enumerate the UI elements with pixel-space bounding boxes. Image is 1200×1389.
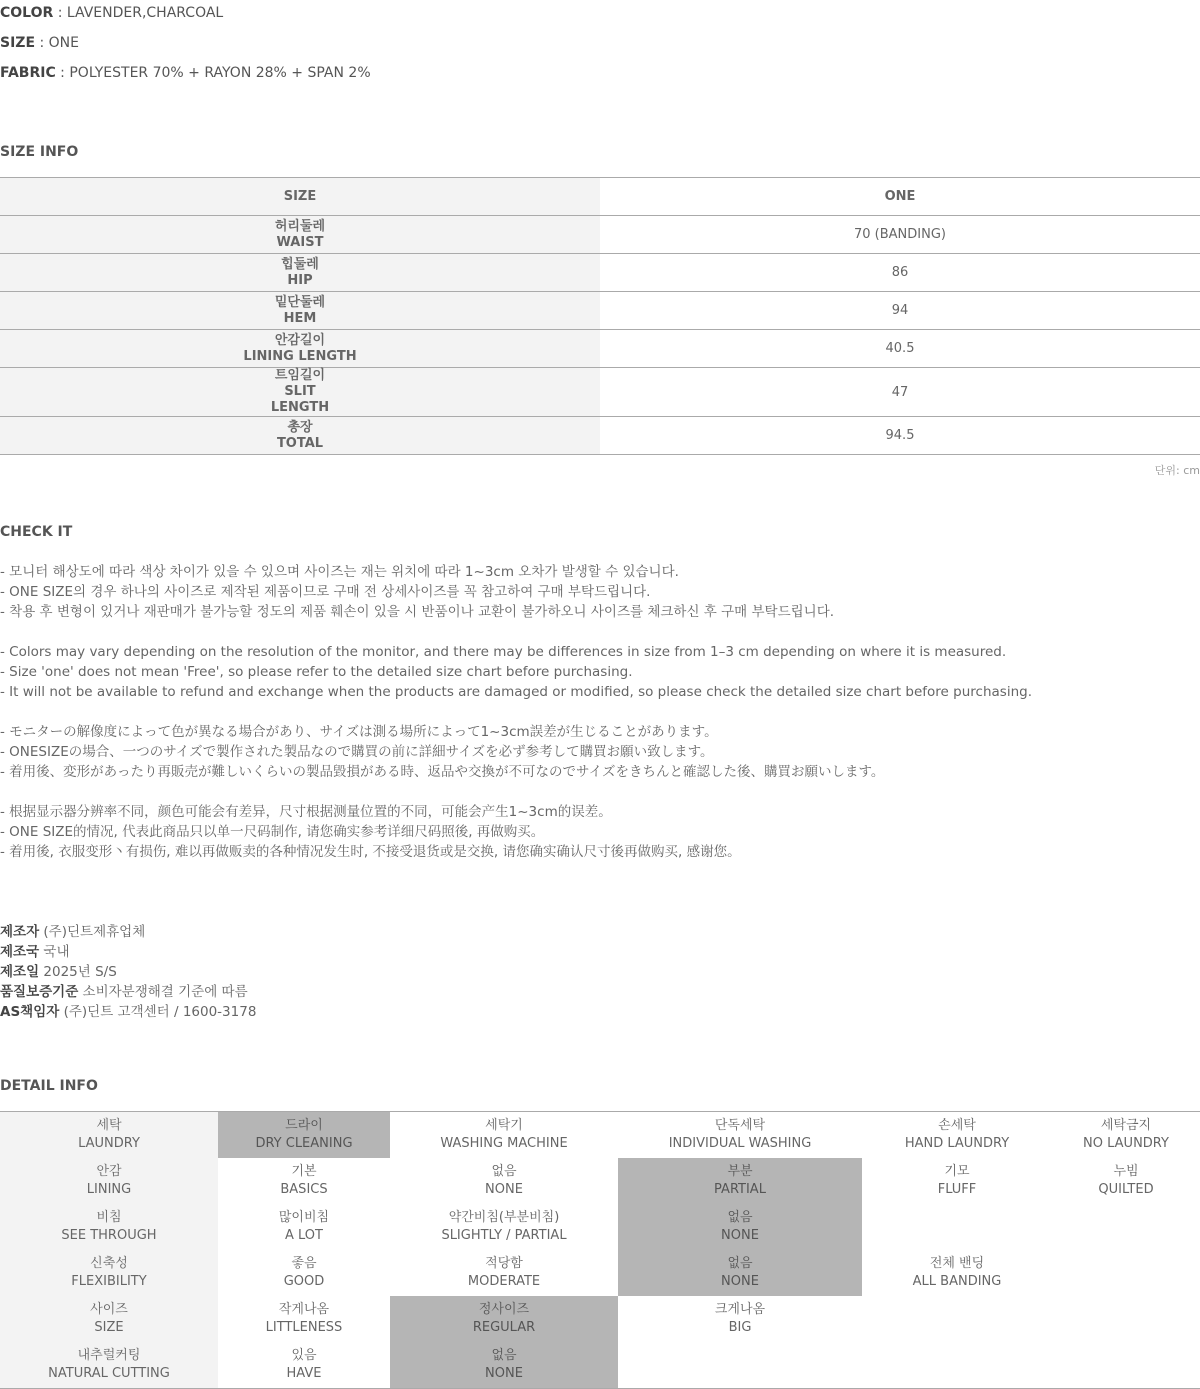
check-line: - It will not be available to refund and exchange when the products are damaged or modified, so please check the detailed size chart before purchasing.	[0, 684, 1032, 700]
detail-option	[390, 1204, 618, 1250]
check-line: - モニターの解像度によって色が異なる場合があり、サイズは測る場所によって1~3cm誤差が生じることがあります。	[0, 724, 718, 740]
detail-label-ko: 기본	[291, 1164, 317, 1179]
detail-option	[862, 1158, 1052, 1204]
maker-label: AS책임자	[0, 1004, 60, 1020]
detail-label-en: NATURAL CUTTING	[48, 1366, 170, 1381]
detail-option-selected	[618, 1204, 862, 1250]
detail-table	[0, 1111, 1200, 1389]
detail-option	[618, 1296, 862, 1342]
detail-label-en: NONE	[485, 1182, 523, 1197]
detail-label-en: WASHING MACHINE	[440, 1136, 568, 1151]
detail-option	[862, 1250, 1052, 1296]
detail-row-lining	[0, 1158, 1200, 1204]
detail-label-en: NONE	[485, 1366, 523, 1381]
detail-label-ko: 내추럴커팅	[77, 1348, 141, 1363]
size-row-label	[0, 330, 600, 367]
check-it-chinese	[0, 802, 741, 862]
detail-label-ko: 손세탁	[938, 1118, 976, 1133]
detail-row-label	[0, 1250, 218, 1296]
detail-label-en: BASICS	[280, 1182, 328, 1197]
check-line: - ONE SIZE의 경우 하나의 사이즈로 제작된 제품이므로 구매 전 상세사이즈를 꼭 참고하여 구매 부탁드립니다.	[0, 584, 651, 600]
detail-label-en: DRY CLEANING	[255, 1136, 353, 1151]
size-label-en2: LENGTH	[270, 400, 330, 415]
detail-option-selected	[618, 1250, 862, 1296]
detail-label-en: LAUNDRY	[78, 1136, 140, 1151]
detail-option	[390, 1250, 618, 1296]
spec-size	[0, 33, 79, 53]
detail-option-selected	[618, 1158, 862, 1204]
check-line: - 着用後、変形があったり再販売が難しいくらいの製品毀損がある時、返品や交換が不可なのでサイズをきちんと確認した後、購買お願いします。	[0, 764, 885, 780]
size-row-value: 40.5	[885, 341, 915, 356]
check-it-japanese	[0, 722, 884, 782]
size-label-ko: 힙둘레	[281, 256, 319, 272]
detail-label-ko: 크게나옴	[714, 1302, 766, 1317]
detail-option	[862, 1112, 1052, 1158]
size-label-en: WAIST	[276, 234, 324, 250]
maker-label: 제조자	[0, 924, 40, 940]
size-row-label	[0, 368, 600, 416]
detail-label-ko: 적당함	[485, 1256, 523, 1271]
size-label-ko: 안감길이	[274, 332, 326, 348]
detail-label-ko: 없음	[491, 1164, 517, 1179]
check-line: - ONESIZEの場合、一つのサイズで製作された製品なので購買の前に詳細サイズを必ず参考して購買お願い致します。	[0, 744, 714, 760]
detail-option	[218, 1204, 390, 1250]
detail-label-ko: 세탁금지	[1100, 1118, 1152, 1133]
maker-label: 품질보증기준	[0, 984, 79, 1000]
size-label-ko: 허리둘레	[274, 218, 326, 234]
detail-label-ko: 비침	[96, 1210, 122, 1225]
detail-option-selected	[218, 1112, 390, 1158]
detail-label-ko: 없음	[727, 1210, 753, 1225]
size-row-hip	[0, 254, 1200, 292]
size-label-en: TOTAL	[276, 435, 324, 451]
detail-row-label	[0, 1112, 218, 1158]
maker-label: 제조일	[0, 964, 40, 980]
detail-label-en: BIG	[728, 1320, 752, 1335]
check-it-english	[0, 642, 1032, 702]
detail-option	[218, 1158, 390, 1204]
detail-label-ko: 전체 밴딩	[929, 1256, 985, 1271]
detail-option	[1052, 1296, 1200, 1342]
detail-label-ko: 누빔	[1113, 1164, 1139, 1179]
size-row-hem	[0, 292, 1200, 330]
detail-row-label	[0, 1204, 218, 1250]
detail-label-ko: 없음	[491, 1348, 517, 1363]
detail-label-ko: 기모	[944, 1164, 970, 1179]
detail-label-ko: 있음	[291, 1348, 317, 1363]
size-row-lining-length	[0, 330, 1200, 368]
detail-label-ko: 드라이	[285, 1118, 323, 1133]
detail-option	[862, 1296, 1052, 1342]
size-row-value: 94.5	[885, 428, 915, 443]
check-line: - 착용 후 변형이 있거나 재판매가 불가능할 정도의 제품 훼손이 있을 시 반품이나 교환이 불가하오니 사이즈를 체크하신 후 구매 부탁드립니다.	[0, 604, 835, 620]
spec-fabric	[0, 63, 371, 83]
detail-option	[862, 1204, 1052, 1250]
detail-label-en: NO LAUNDRY	[1083, 1136, 1169, 1151]
size-row-total	[0, 417, 1200, 455]
size-label-ko: 총장	[287, 419, 313, 435]
size-label-en: HIP	[287, 272, 313, 288]
detail-option-selected	[390, 1296, 618, 1342]
maker-value: (주)딘트 고객센터 / 1600-3178	[59, 1004, 257, 1020]
detail-label-en: REGULAR	[472, 1320, 536, 1335]
size-label-en: SLIT	[284, 384, 316, 399]
detail-option	[1052, 1204, 1200, 1250]
detail-label-en: LITTLENESS	[265, 1320, 343, 1335]
size-header-label: SIZE	[0, 178, 600, 215]
check-line: - 모니터 해상도에 따라 색상 차이가 있을 수 있으며 사이즈는 재는 위치에 따라 1~3cm 오차가 발생할 수 있습니다.	[0, 564, 679, 580]
detail-label-en: HAVE	[286, 1366, 322, 1381]
detail-label-en: FLUFF	[937, 1182, 977, 1197]
detail-row-natural-cutting	[0, 1342, 1200, 1388]
detail-row-laundry	[0, 1112, 1200, 1158]
detail-row-label	[0, 1342, 218, 1388]
detail-label-en: SLIGHTLY / PARTIAL	[441, 1228, 567, 1243]
detail-option	[390, 1158, 618, 1204]
check-it-title: CHECK IT	[0, 524, 73, 540]
size-row-value: 70 (BANDING)	[854, 227, 946, 242]
size-row-slit-length	[0, 368, 1200, 417]
size-row-label	[0, 292, 600, 329]
detail-label-en: MODERATE	[467, 1274, 541, 1289]
detail-label-ko: 정사이즈	[478, 1302, 530, 1317]
size-table	[0, 177, 1200, 455]
size-row-value: 94	[891, 303, 909, 318]
detail-option	[1052, 1158, 1200, 1204]
detail-option	[1052, 1342, 1200, 1388]
detail-label-ko: 단독세탁	[714, 1118, 766, 1133]
detail-label-en: QUILTED	[1098, 1182, 1154, 1197]
detail-label-en: PARTIAL	[714, 1182, 766, 1197]
detail-label-ko: 안감	[96, 1164, 122, 1179]
maker-label: 제조국	[0, 944, 40, 960]
detail-label-ko: 약간비침(부분비침)	[448, 1210, 560, 1225]
size-label-en: HEM	[283, 310, 317, 326]
spec-size-label: SIZE	[0, 35, 36, 51]
spec-color-label: COLOR	[0, 5, 54, 21]
detail-option	[390, 1112, 618, 1158]
detail-label-en: A LOT	[285, 1228, 323, 1243]
detail-label-ko: 세탁	[96, 1118, 122, 1133]
maker-value: 2025년 S/S	[39, 964, 117, 980]
size-info-title: SIZE INFO	[0, 144, 79, 160]
detail-label-en: LINING	[86, 1182, 132, 1197]
detail-label-en: GOOD	[283, 1274, 325, 1289]
detail-row-see-through	[0, 1204, 1200, 1250]
detail-label-ko: 좋음	[291, 1256, 317, 1271]
maker-line	[0, 942, 256, 962]
maker-info	[0, 922, 256, 1022]
detail-label-en: ALL BANDING	[912, 1274, 1002, 1289]
size-header-value: ONE	[884, 189, 916, 204]
detail-label-en: NONE	[721, 1228, 759, 1243]
detail-option	[618, 1112, 862, 1158]
detail-option	[618, 1342, 862, 1388]
size-label-ko: 트임길이	[274, 368, 326, 383]
detail-row-label	[0, 1296, 218, 1342]
size-row-waist	[0, 216, 1200, 254]
maker-line	[0, 922, 256, 942]
size-row-label	[0, 417, 600, 454]
detail-option	[218, 1342, 390, 1388]
detail-label-ko: 사이즈	[90, 1302, 128, 1317]
detail-option	[218, 1296, 390, 1342]
detail-info-title: DETAIL INFO	[0, 1078, 98, 1094]
size-row-value: 47	[891, 384, 909, 400]
detail-label-ko: 신축성	[90, 1256, 128, 1271]
spec-fabric-value: : POLYESTER 70% + RAYON 28% + SPAN 2%	[55, 65, 371, 81]
detail-label-ko: 작게나옴	[278, 1302, 330, 1317]
spec-size-value: : ONE	[35, 35, 79, 51]
maker-line	[0, 982, 256, 1002]
check-line: - ONE SIZE的情况, 代表此商品只以单一尺码制作, 请您确实参考详细尺码照後, 再做购买。	[0, 824, 545, 840]
maker-line	[0, 1002, 256, 1022]
detail-label-ko: 없음	[727, 1256, 753, 1271]
maker-value: 국내	[39, 944, 70, 960]
check-line: - 根据显示器分辨率不同，颜色可能会有差异，尺寸根据测量位置的不同，可能会产生1~3cm的误差。	[0, 804, 612, 820]
detail-label-en: FLEXIBILITY	[71, 1274, 147, 1289]
spec-fabric-label: FABRIC	[0, 65, 56, 81]
size-row-value: 86	[891, 265, 909, 280]
detail-label-en: NONE	[721, 1274, 759, 1289]
spec-color-value: : LAVENDER,CHARCOAL	[53, 5, 224, 21]
detail-label-ko: 세탁기	[485, 1118, 523, 1133]
check-line: - Size 'one' does not mean 'Free', so please refer to the detailed size chart before purchasing.	[0, 664, 633, 680]
check-line: - 着用後, 衣服变形丶有损伤, 难以再做贩卖的各种情况发生时, 不接受退货或是交换, 请您确实确认尺寸後再做购买, 感谢您。	[0, 844, 741, 860]
size-label-ko: 밑단둘레	[274, 294, 326, 310]
detail-label-ko: 많이비침	[278, 1210, 330, 1225]
maker-value: (주)딘트제휴업체	[39, 924, 146, 940]
detail-row-flexibility	[0, 1250, 1200, 1296]
check-it-korean	[0, 562, 834, 622]
maker-value: 소비자분쟁해결 기준에 따름	[78, 984, 248, 1000]
detail-option	[1052, 1112, 1200, 1158]
detail-row-size	[0, 1296, 1200, 1342]
detail-label-en: HAND LAUNDRY	[904, 1136, 1010, 1151]
detail-label-en: SIZE	[94, 1320, 124, 1335]
check-line: - Colors may vary depending on the resolution of the monitor, and there may be differences in size from 1–3 cm depending on where it is measured.	[0, 644, 1007, 660]
detail-option-selected	[390, 1342, 618, 1388]
detail-row-label	[0, 1158, 218, 1204]
detail-option	[1052, 1250, 1200, 1296]
size-row-label	[0, 216, 600, 253]
unit-note: 단위: cm	[1154, 464, 1200, 477]
size-table-header	[0, 178, 1200, 216]
size-label-en: LINING LENGTH	[243, 348, 357, 364]
detail-option	[218, 1250, 390, 1296]
size-row-label	[0, 254, 600, 291]
detail-label-ko: 부분	[727, 1164, 753, 1179]
spec-color	[0, 3, 223, 23]
detail-label-en: SEE THROUGH	[61, 1228, 157, 1243]
maker-line	[0, 962, 256, 982]
detail-label-en: INDIVIDUAL WASHING	[668, 1136, 812, 1151]
detail-option	[862, 1342, 1052, 1388]
